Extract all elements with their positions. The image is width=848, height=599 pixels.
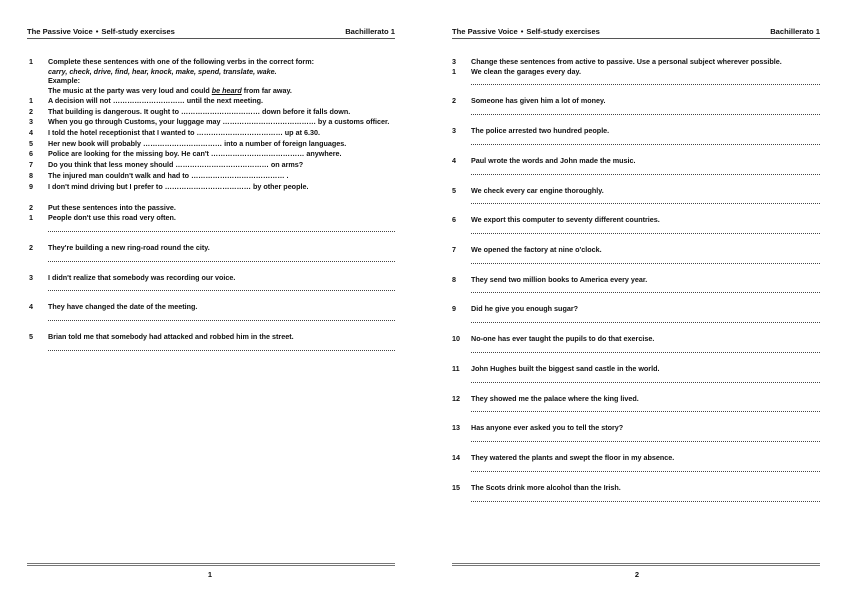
item-text: We opened the factory at nine o'clock. bbox=[471, 245, 602, 255]
list-item bbox=[29, 117, 395, 127]
header-subtitle: Self-study exercises bbox=[101, 27, 175, 36]
example-label-row bbox=[29, 76, 395, 86]
item-number: 5 bbox=[452, 185, 456, 195]
exercise-number: 3 bbox=[452, 57, 456, 66]
list-item bbox=[29, 171, 395, 181]
header-title: The Passive Voice bbox=[452, 27, 518, 36]
exercise-1-items bbox=[29, 96, 395, 191]
list-item bbox=[29, 160, 395, 170]
item-text: Did he give you enough sugar? bbox=[471, 304, 579, 314]
list-item bbox=[29, 302, 395, 312]
spacer bbox=[29, 76, 48, 86]
list-item bbox=[29, 96, 395, 106]
item-text: The injured man couldn't walk and had to ………………………………… . bbox=[48, 170, 289, 180]
item-text: Her new book will probably …………………………… into a number of foreign languages. bbox=[48, 138, 347, 148]
header-level: Bachillerato 1 bbox=[345, 27, 395, 36]
list-item bbox=[29, 128, 395, 138]
item-text: We check every car engine thoroughly. bbox=[471, 185, 604, 195]
answer-line[interactable] bbox=[48, 342, 395, 351]
page-header bbox=[27, 27, 395, 37]
exercise-3-instruction bbox=[452, 57, 820, 67]
item-text: Someone has given him a lot of money. bbox=[471, 96, 606, 106]
exercise-1-instruction bbox=[29, 57, 395, 67]
list-item bbox=[29, 182, 395, 192]
answer-line[interactable] bbox=[471, 255, 820, 264]
answer-line[interactable] bbox=[471, 136, 820, 145]
list-item bbox=[452, 364, 820, 374]
list-item bbox=[452, 67, 820, 77]
list-item bbox=[452, 126, 820, 136]
item-text: I don't mind driving but I prefer to ……………………………… by other people. bbox=[48, 181, 309, 191]
item-number: 9 bbox=[29, 181, 33, 191]
list-item bbox=[29, 139, 395, 149]
page-number: 2 bbox=[634, 570, 640, 579]
item-number: 4 bbox=[29, 302, 33, 312]
answer-line[interactable] bbox=[471, 403, 820, 412]
item-number: 7 bbox=[29, 160, 33, 170]
answer-line[interactable] bbox=[48, 223, 395, 232]
item-text: We export this computer to seventy different countries. bbox=[471, 215, 660, 225]
list-item bbox=[452, 156, 820, 166]
list-item bbox=[452, 423, 820, 433]
header-title: The Passive Voice bbox=[27, 27, 93, 36]
item-number: 3 bbox=[29, 272, 33, 282]
item-number: 8 bbox=[452, 274, 456, 284]
item-number: 2 bbox=[29, 242, 33, 252]
list-item bbox=[452, 453, 820, 463]
item-number: 2 bbox=[452, 96, 456, 106]
item-number: 9 bbox=[452, 304, 456, 314]
header-subtitle: Self-study exercises bbox=[526, 27, 600, 36]
answer-line[interactable] bbox=[471, 195, 820, 204]
item-text: They showed me the palace where the king lived. bbox=[471, 393, 639, 403]
list-item bbox=[29, 332, 395, 342]
header-bullet: • bbox=[95, 27, 99, 36]
answer-line[interactable] bbox=[471, 433, 820, 442]
item-text: Paul wrote the words and John made the music. bbox=[471, 155, 636, 165]
list-item bbox=[452, 186, 820, 196]
list-item bbox=[452, 304, 820, 314]
item-text: A decision will not ………………………… until the next meeting. bbox=[48, 95, 263, 105]
page-number: 1 bbox=[207, 570, 213, 579]
header-bullet: • bbox=[520, 27, 524, 36]
answer-line[interactable] bbox=[471, 374, 820, 383]
item-number: 4 bbox=[452, 155, 456, 165]
item-number: 8 bbox=[29, 170, 33, 180]
spacer bbox=[29, 67, 48, 77]
item-text: No-one has ever taught the pupils to do that exercise. bbox=[471, 334, 655, 344]
answer-line[interactable] bbox=[471, 76, 820, 85]
example-pre: The music at the party was very loud and could bbox=[48, 86, 212, 96]
footer-rule bbox=[452, 563, 820, 566]
list-item bbox=[29, 107, 395, 117]
list-item bbox=[29, 273, 395, 283]
item-text: When you go through Customs, your luggage may ………………………………… by a customs officer. bbox=[48, 117, 390, 127]
item-text: John Hughes built the biggest sand castle in the world. bbox=[471, 363, 660, 373]
item-number: 14 bbox=[452, 453, 460, 463]
item-text: I didn't realize that somebody was recording our voice. bbox=[48, 272, 236, 282]
instruction-text: Change these sentences from active to passive. Use a personal subject wherever possible. bbox=[471, 57, 782, 66]
item-text: They watered the plants and swept the floor in my absence. bbox=[471, 453, 675, 463]
list-item bbox=[452, 394, 820, 404]
header-rule bbox=[452, 38, 820, 39]
answer-line[interactable] bbox=[471, 106, 820, 115]
item-number: 4 bbox=[29, 128, 33, 138]
header-left bbox=[27, 27, 175, 37]
example-label: Example: bbox=[48, 76, 80, 86]
list-item bbox=[452, 96, 820, 106]
item-number: 2 bbox=[29, 106, 33, 116]
item-text: Brian told me that somebody had attacked and robbed him in the street. bbox=[48, 331, 294, 341]
instruction-text: Complete these sentences with one of the following verbs in the correct form: bbox=[48, 57, 314, 66]
spacer bbox=[29, 192, 395, 203]
page-header bbox=[452, 27, 820, 37]
page-2 bbox=[424, 0, 848, 599]
list-item bbox=[452, 215, 820, 225]
exercise-number: 2 bbox=[29, 203, 33, 213]
list-item bbox=[452, 275, 820, 285]
item-number: 1 bbox=[29, 95, 33, 105]
answer-line[interactable] bbox=[471, 284, 820, 293]
item-number: 15 bbox=[452, 482, 460, 492]
header-left bbox=[452, 27, 600, 37]
item-text: Police are looking for the missing boy. He can't ………………………………… anywhere. bbox=[48, 149, 342, 159]
item-number: 3 bbox=[452, 126, 456, 136]
answer-line[interactable] bbox=[48, 312, 395, 321]
item-number: 7 bbox=[452, 245, 456, 255]
page-1-content bbox=[29, 57, 395, 362]
example-sentence bbox=[48, 86, 395, 96]
item-text: They're building a new ring-road round the city. bbox=[48, 242, 210, 252]
item-number: 3 bbox=[29, 117, 33, 127]
page-2-content bbox=[452, 57, 820, 513]
item-number: 6 bbox=[452, 215, 456, 225]
item-number: 6 bbox=[29, 149, 33, 159]
item-text: The Scots drink more alcohol than the Irish. bbox=[471, 482, 621, 492]
item-text: Do you think that less money should ………………………………… on arms? bbox=[48, 160, 304, 170]
example-row bbox=[29, 86, 395, 96]
answer-line[interactable] bbox=[471, 493, 820, 502]
item-number: 10 bbox=[452, 334, 460, 344]
verb-list: carry, check, drive, find, hear, knock, make, spend, translate, wake. bbox=[48, 66, 277, 76]
item-number: 5 bbox=[29, 138, 33, 148]
verbs-row bbox=[29, 67, 395, 77]
answer-line[interactable] bbox=[471, 225, 820, 234]
footer-rule bbox=[27, 563, 395, 566]
list-item bbox=[452, 334, 820, 344]
list-item bbox=[29, 213, 395, 223]
answer-line[interactable] bbox=[48, 253, 395, 262]
example-answer: be heard bbox=[211, 86, 242, 96]
item-number: 1 bbox=[452, 66, 456, 76]
item-number: 5 bbox=[29, 331, 33, 341]
spacer bbox=[29, 86, 48, 96]
header-rule bbox=[27, 38, 395, 39]
item-text: Has anyone ever asked you to tell the story? bbox=[471, 423, 624, 433]
item-text: The police arrested two hundred people. bbox=[471, 126, 610, 136]
item-number: 11 bbox=[452, 363, 460, 373]
item-text: We clean the garages every day. bbox=[471, 66, 581, 76]
item-text: I told the hotel receptionist that I wanted to ……………………………… up at 6.30. bbox=[48, 128, 320, 138]
item-number: 12 bbox=[452, 393, 460, 403]
exercise-number: 1 bbox=[29, 57, 33, 66]
item-text: They send two million books to America every year. bbox=[471, 274, 648, 284]
answer-line[interactable] bbox=[48, 282, 395, 291]
list-item bbox=[29, 243, 395, 253]
exercise-3-items bbox=[452, 67, 820, 502]
list-item bbox=[452, 245, 820, 255]
item-number: 1 bbox=[29, 213, 33, 223]
answer-line[interactable] bbox=[471, 314, 820, 323]
exercise-2-instruction bbox=[29, 203, 395, 213]
answer-line[interactable] bbox=[471, 166, 820, 175]
exercise-2-items bbox=[29, 213, 395, 351]
answer-line[interactable] bbox=[471, 463, 820, 472]
list-item bbox=[452, 483, 820, 493]
item-text: That building is dangerous. It ought to …………………………… down before it falls down. bbox=[48, 106, 351, 116]
instruction-text: Put these sentences into the passive. bbox=[48, 203, 176, 213]
list-item bbox=[29, 149, 395, 159]
header-level: Bachillerato 1 bbox=[770, 27, 820, 36]
example-post: from far away. bbox=[241, 86, 292, 96]
item-number: 13 bbox=[452, 423, 460, 433]
item-text: People don't use this road very often. bbox=[48, 213, 176, 223]
item-text: They have changed the date of the meeting. bbox=[48, 302, 198, 312]
answer-line[interactable] bbox=[471, 344, 820, 353]
